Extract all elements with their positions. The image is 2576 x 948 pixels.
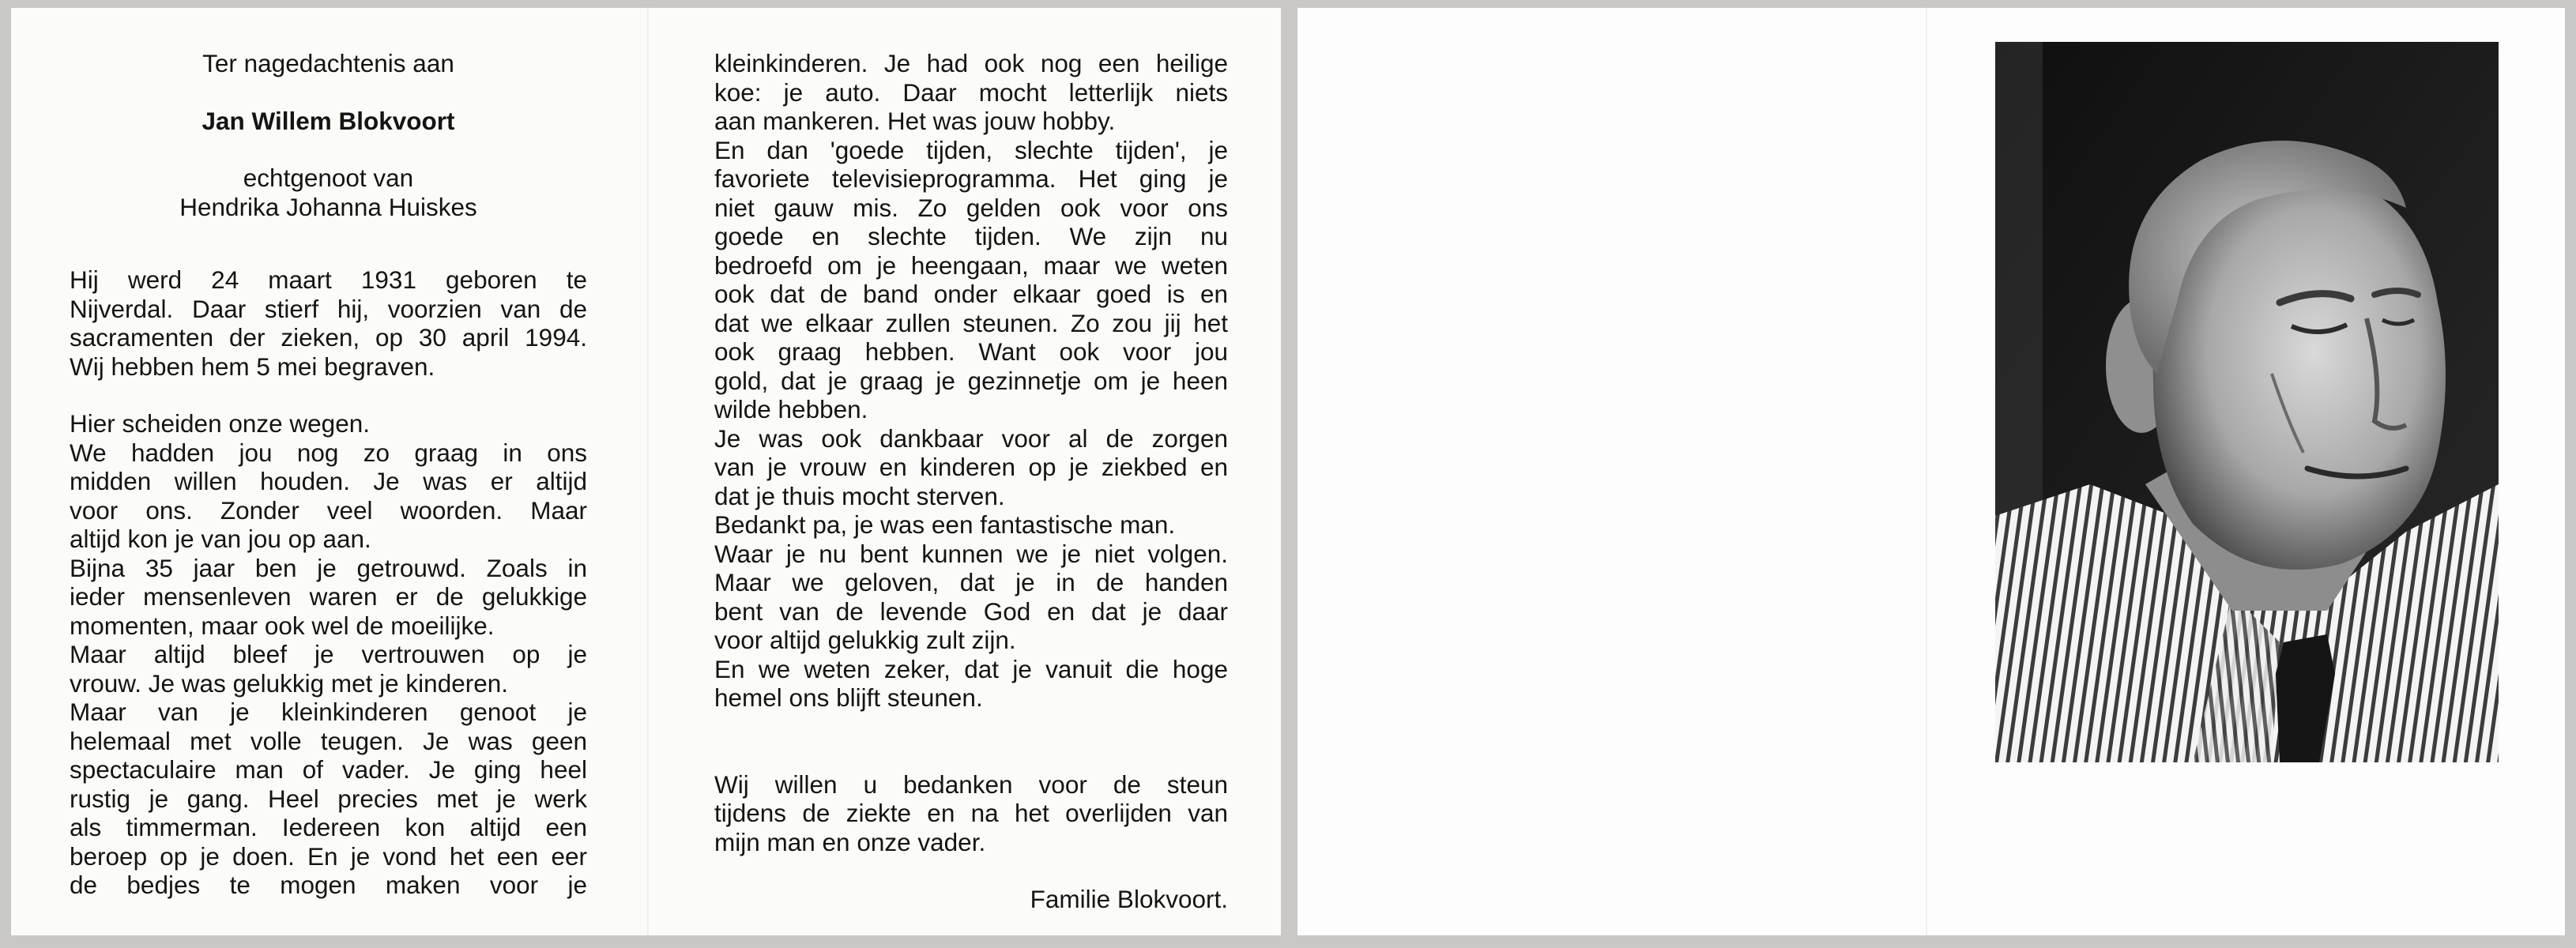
text-line: Waar je nu bent kunnen we je niet volgen.: [714, 539, 1228, 568]
text-line: momenten, maar ook wel de moeilijke.: [70, 611, 495, 640]
card-header: Ter nagedachtenis aan: [202, 49, 454, 77]
spouse-intro: echtgenoot van: [243, 164, 414, 192]
text-line: Nijverdal. Daar stierf hij, voorzien van de: [70, 294, 587, 323]
text-line: Wij hebben hem 5 mei begraven.: [70, 352, 435, 381]
memorial-card-inside: [11, 8, 1281, 935]
portrait-illustration: [1995, 42, 2499, 762]
text-line: tijdens de ziekte en na het overlijden van: [714, 799, 1228, 827]
text-line: Bedankt pa, je was een fantastische man.: [714, 510, 1176, 539]
text-line: En dan 'goede tijden, slechte tijden', je: [714, 135, 1228, 164]
text-line: midden willen houden. Je was er altijd: [70, 467, 587, 495]
right-column: [714, 49, 1228, 914]
text-line: Maar van je kleinkinderen genoot je: [70, 698, 587, 726]
text-line: dat we elkaar zullen steunen. Zo zou jij het: [714, 308, 1228, 337]
text-line: van je vrouw en kinderen op je ziekbed en: [714, 453, 1228, 481]
text-line: rustig je gang. Heel precies met je werk: [70, 784, 587, 813]
text-line: En we weten zeker, dat je vanuit die hoge: [714, 654, 1228, 683]
text-line: gold, dat je graag je gezinnetje om je heen: [714, 366, 1228, 395]
text-line: Maar altijd bleef je vertrouwen op je: [70, 640, 587, 668]
text-line: kleinkinderen. Je had ook nog een heilige: [714, 49, 1228, 77]
text-line: We hadden jou nog zo graag in ons: [70, 438, 587, 467]
text-line: Je was ook dankbaar voor al de zorgen: [714, 423, 1228, 453]
spouse-name: Hendrika Johanna Huiskes: [179, 192, 477, 221]
text-line: voor ons. Zonder veel woorden. Maar: [70, 495, 587, 525]
text-line: mijn man en onze vader.: [714, 827, 986, 856]
thanks-paragraph: [714, 770, 1228, 857]
portrait-photo: [1995, 42, 2499, 762]
text-line: ook dat de band onder elkaar goed is en: [714, 280, 1228, 308]
text-line: altijd kon je van jou op aan.: [70, 525, 371, 553]
text-line: Bijna 35 jaar ben je getrouwd. Zoals in: [70, 553, 587, 582]
text-line: koe: je auto. Daar mocht letterlijk niets: [714, 77, 1228, 107]
text-line: Wij willen u bedanken voor de steun: [714, 769, 1228, 799]
text-line: Maar we geloven, dat je in de handen: [714, 568, 1228, 596]
text-line: voor altijd gelukkig zult zijn.: [714, 626, 1016, 654]
text-line: Hier scheiden onze wegen.: [70, 409, 370, 438]
text-line: favoriete televisieprogramma. Het ging je: [714, 164, 1228, 193]
memorial-card-outside: [1297, 8, 2565, 935]
text-line: hemel ons blijft steunen.: [714, 683, 983, 712]
text-line: als timmerman. Iedereen kon altijd een: [70, 813, 587, 841]
text-line: ook graag hebben. Want ook voor jou: [714, 337, 1228, 366]
text-line: dat je thuis mocht sterven.: [714, 481, 1005, 510]
text-line: spectaculaire man of vader. Je ging heel: [70, 755, 587, 784]
signature-family: Familie Blokvoort.: [1030, 885, 1228, 913]
text-line: aan mankeren. Het was jouw hobby.: [714, 107, 1116, 135]
left-column: [70, 49, 587, 900]
text-line: niet gauw mis. Zo gelden ook voor ons: [714, 193, 1228, 222]
fold-line: [647, 8, 649, 935]
text-line: Hij werd 24 maart 1931 geboren te: [70, 265, 587, 294]
text-line: de bedjes te mogen maken voor je: [70, 871, 587, 899]
fold-line: [1926, 8, 1927, 935]
deceased-name: Jan Willem Blokvoort: [201, 106, 455, 135]
text-line: wilde hebben.: [714, 395, 868, 423]
text-line: helemaal met volle teugen. Je was geen: [70, 726, 587, 755]
text-line: beroep op je doen. En je vond het een eer: [70, 841, 587, 871]
text-line: bedroefd om je heengaan, maar we weten: [714, 250, 1228, 280]
text-line: sacramenten der zieken, op 30 april 1994.: [70, 323, 587, 352]
text-line: goede en slechte tijden. We zijn nu: [714, 222, 1228, 250]
text-line: ieder mensenleven waren er de gelukkige: [70, 582, 587, 611]
text-line: bent van de levende God en dat je daar: [714, 596, 1228, 626]
farewell-paragraph: [70, 409, 587, 900]
text-line: vrouw. Je was gelukkig met je kinderen.: [70, 668, 509, 698]
biography-paragraph: [70, 265, 587, 381]
